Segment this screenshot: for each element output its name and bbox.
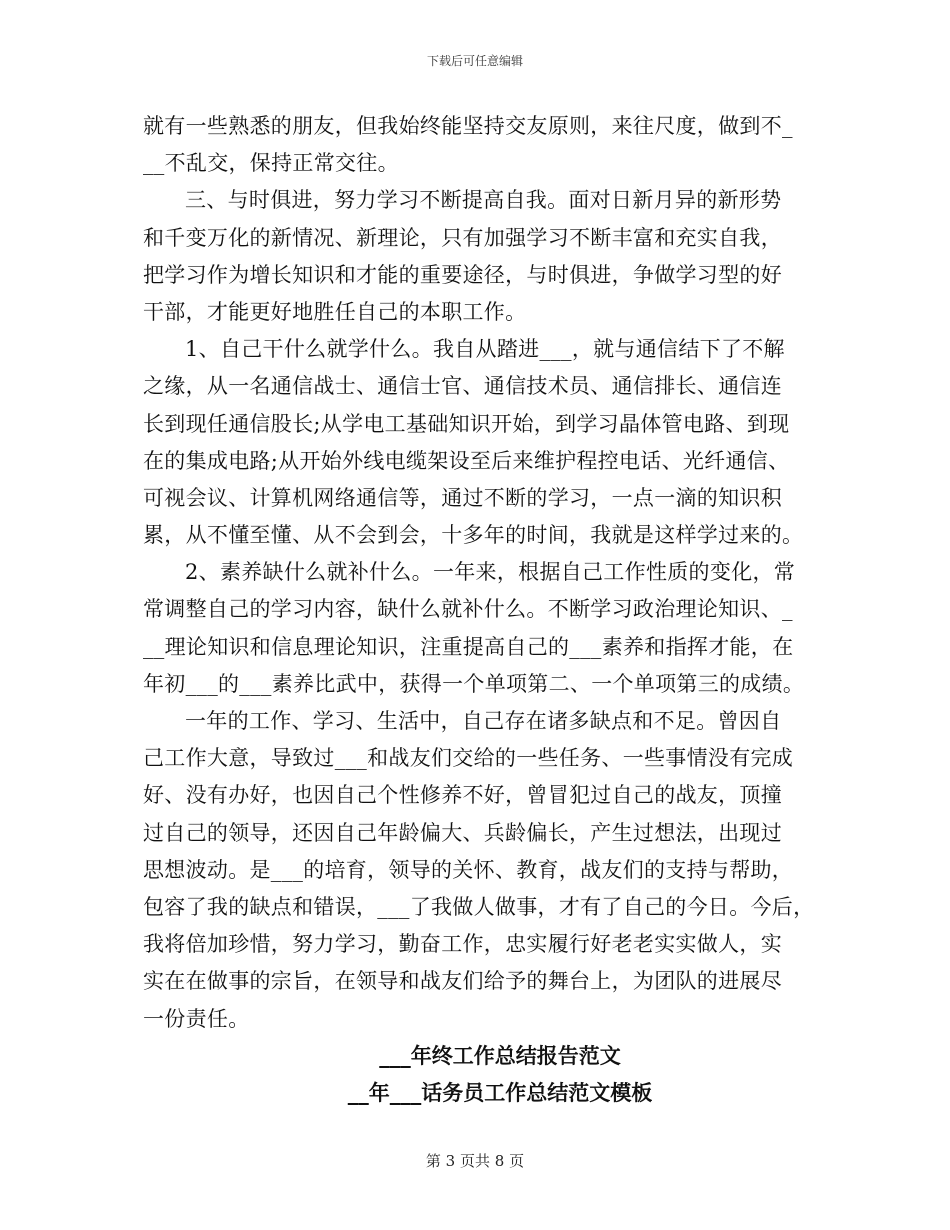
text-line: 包容了我的缺点和错误，___了我做人做事，才有了自己的今日。今后， (143, 894, 815, 919)
section-heading-2: __年___话务员工作总结范文模板 (347, 1080, 653, 1105)
text-line: 一份责任。 (143, 1006, 250, 1031)
text-line: 2、素养缺什么就补什么。一年来，根据自己工作性质的变化，常 (185, 560, 796, 585)
text-line: 就有一些熟悉的朋友，但我始终能坚持交友原则，来往尺度，做到不_ (143, 114, 793, 138)
text-line: 己工作大意，导致过___和战友们交给的一些任务、一些事情没有完成 (143, 746, 794, 771)
text-line: 1、自己干什么就学什么。我自从踏进___，就与通信结下了不解 (185, 337, 785, 362)
text-line: __理论知识和信息理论知识，注重提高自己的___素养和指挥才能，在 (143, 634, 794, 659)
text-line: 常调整自己的学习内容，缺什么就补什么。不断学习政治理论知识、_ (143, 597, 793, 622)
text-line: 在的集成电路;从开始外线电缆架设至后来维护程控电话、光纤通信、 (143, 448, 790, 473)
text-line: 年初___的___素养比武中，获得一个单项第二、一个单项第三的成绩。 (143, 671, 805, 696)
page-header: 下载后可任意编辑 (426, 54, 523, 68)
text-line: 长到现任通信股长;从学电工基础知识开始，到学习晶体管电路、到现 (143, 411, 790, 436)
text-line: 干部，才能更好地胜任自己的本职工作。 (143, 299, 527, 324)
section-heading-1: ___年终工作总结报告范文 (379, 1043, 621, 1068)
text-line: 过自己的领导，还因自己年龄偏大、兵龄偏长，产生过想法，出现过 (143, 820, 782, 845)
text-line: 把学习作为增长知识和才能的重要途径，与时俱进，争做学习型的好 (143, 262, 782, 287)
text-line: 累，从不懂至懂、从不会到会，十多年的时间，我就是这样学过来的。 (143, 523, 804, 548)
text-line: 三、与时俱进，努力学习不断提高自我。面对日新月异的新形势 (185, 188, 782, 213)
text-line: 思想波动。是___的培育，领导的关怀、教育，战友们的支持与帮助， (143, 857, 794, 882)
text-line: __不乱交，保持正常交往。 (143, 151, 399, 176)
text-line: 之缘，从一名通信战士、通信士官、通信技术员、通信排长、通信连 (143, 374, 782, 399)
text-line: 好、没有办好，也因自己个性修养不好，曾冒犯过自己的战友，顶撞 (143, 783, 782, 808)
body-text (143, 108, 825, 1038)
text-line: 一年的工作、学习、生活中，自己存在诸多缺点和不足。曾因自 (185, 709, 782, 733)
text-line: 实在在做事的宗旨，在领导和战友们给予的舞台上，为团队的进展尽 (143, 969, 782, 994)
text-line: 我将倍加珍惜，努力学习，勤奋工作，忠实履行好老老实实做人，实 (143, 932, 782, 957)
page-footer: 第 3 页共 8 页 (425, 1152, 525, 1170)
text-line: 可视会议、计算机网络通信等，通过不断的学习，一点一滴的知识积 (143, 485, 782, 510)
text-line: 和千变万化的新情况、新理论，只有加强学习不断丰富和充实自我， (143, 225, 782, 250)
